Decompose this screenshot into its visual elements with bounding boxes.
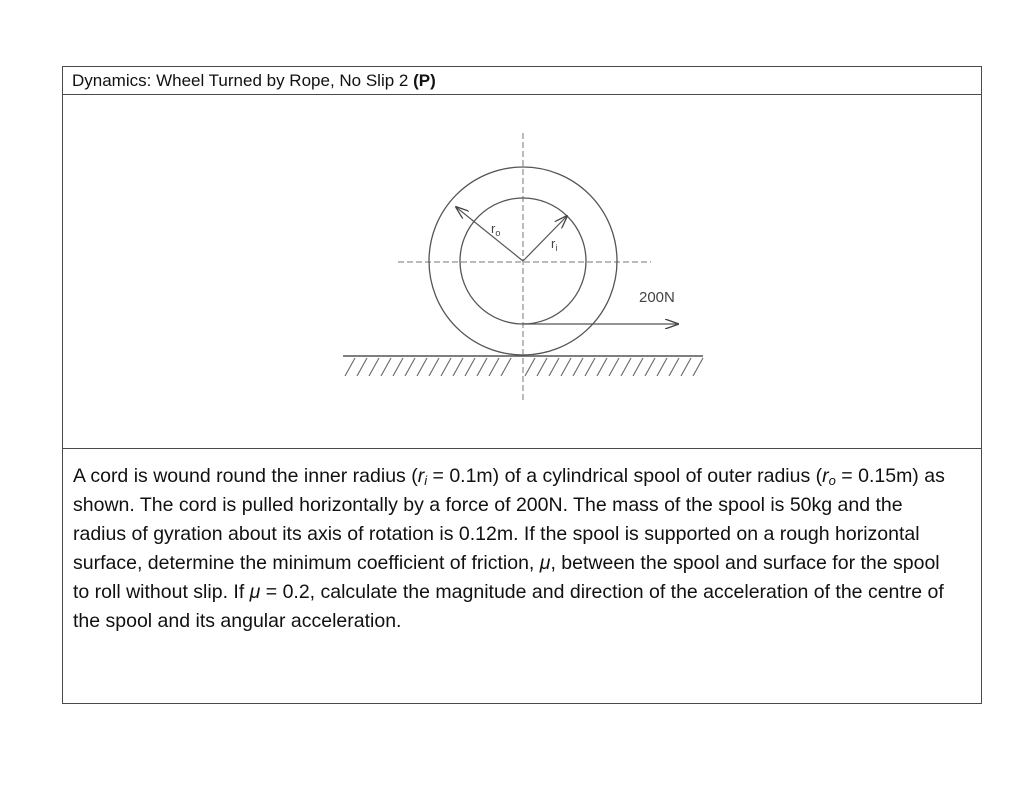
inner-radius-arrow <box>523 216 567 261</box>
figure-panel <box>63 95 981 449</box>
ground-hatching <box>345 358 703 376</box>
problem-title-text: Dynamics: Wheel Turned by Rope, No Slip 2 <box>72 71 409 90</box>
problem-tag: (P) <box>413 71 436 90</box>
outer-radius-label: $r_o$ <box>491 221 501 238</box>
problem-title <box>63 67 981 95</box>
inner-radius-label: $r_i$ <box>551 236 558 253</box>
problem-card <box>62 66 982 704</box>
force-label: 200N <box>639 289 675 306</box>
spool-diagram <box>63 95 981 447</box>
problem-statement: A cord is wound round the inner radius $(r_i = 0.1m)$ of a cylindrical spool of outer radius $(r_o = 0.15m)$ as shown. The cord is pulled horizontally by a force of 200N. The mass of the spool is 50kg and the radius of gyration about its axis of rotation is 0.12m. If the spool is supported on a rough horizontal surface, determine the minimum coefficient of friction, μ, between the spool and surface for the spool to roll without slip. If μ = 0.2, calculate the magnitude and direction of the acceleration of the centre of the spool and its angular acceleration. <box>73 465 945 632</box>
